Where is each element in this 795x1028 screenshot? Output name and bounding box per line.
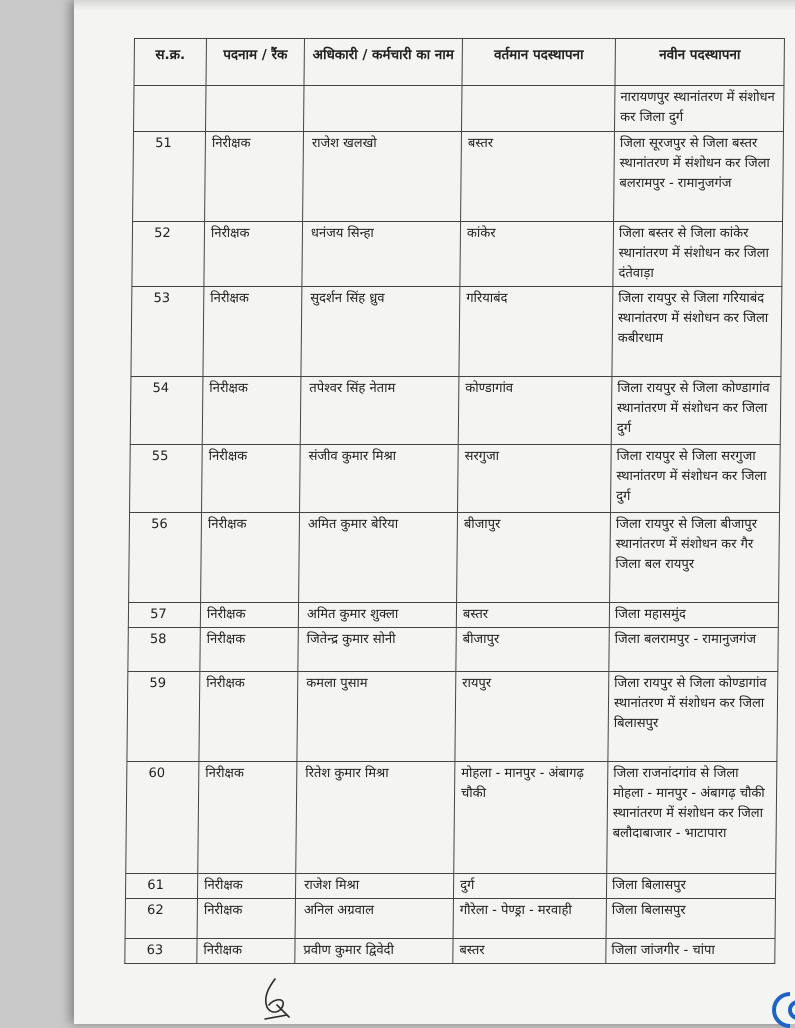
name-cell: राजेश मिश्रा — [295, 874, 453, 899]
name-cell: सुदर्शन सिंह ध्रुव — [301, 287, 460, 377]
corner-logo-icon — [772, 988, 795, 1028]
rank-cell: निरीक्षक — [197, 939, 295, 964]
rank-cell — [206, 86, 304, 132]
new-posting-cell: जिला रायपुर से जिला कोण्डागांव स्थानांतरण में संशोधन कर जिला दुर्ग — [611, 377, 781, 445]
table-row — [125, 939, 775, 964]
current-posting-cell: बस्तर — [461, 132, 615, 222]
serial-cell — [134, 86, 206, 132]
name-cell: जितेन्द्र कुमार सोनी — [298, 628, 456, 672]
rank-cell: निरीक्षक — [202, 445, 301, 513]
table-row — [125, 899, 775, 939]
new-posting-cell: जिला बलरामपुर - रामानुजगंज — [609, 628, 778, 672]
table-row — [130, 445, 781, 513]
new-posting-cell: जिला जांजगीर - चांपा — [606, 939, 775, 964]
rank-cell: निरीक्षक — [202, 377, 301, 445]
serial-cell: 59 — [127, 672, 200, 762]
name-cell: रितेश कुमार मिश्रा — [296, 762, 455, 874]
new-posting-cell: नारायणपुर स्थानांतरण में संशोधन कर जिला दुर्ग — [614, 86, 783, 132]
rank-cell: निरीक्षक — [204, 222, 303, 287]
transfer-table — [124, 38, 785, 964]
table-row — [125, 874, 775, 899]
table-row — [128, 603, 778, 628]
name-cell: प्रवीण कुमार द्विवेदी — [295, 939, 453, 964]
serial-cell: 56 — [129, 513, 202, 603]
name-cell: अमित कुमार बेरिया — [299, 513, 458, 603]
current-posting-cell: बस्तर — [456, 603, 609, 628]
rank-cell: निरीक्षक — [205, 132, 304, 222]
new-posting-cell: जिला रायपुर से जिला गरियाबंद स्थानांतरण में संशोधन कर जिला कबीरधाम — [612, 287, 782, 377]
rank-cell: निरीक्षक — [200, 603, 298, 628]
name-cell: संजीव कुमार मिश्रा — [300, 445, 459, 513]
header-name: अधिकारी / कर्मचारी का नाम — [304, 39, 462, 86]
rank-cell: निरीक्षक — [197, 899, 295, 939]
name-cell: राजेश खलखो — [303, 132, 462, 222]
serial-cell: 63 — [125, 939, 197, 964]
serial-cell: 52 — [132, 222, 205, 287]
current-posting-cell: दुर्ग — [453, 874, 606, 899]
rank-cell: निरीक्षक — [201, 513, 300, 603]
rank-cell: निरीक्षक — [197, 874, 295, 899]
table-row — [134, 86, 784, 132]
serial-cell: 58 — [128, 628, 200, 672]
current-posting-cell: कांकेर — [460, 222, 614, 287]
header-new-posting: नवीन पदस्थापना — [615, 39, 784, 86]
rank-cell: निरीक्षक — [198, 762, 297, 874]
rank-cell: निरीक्षक — [200, 628, 298, 672]
serial-cell: 61 — [125, 874, 197, 899]
new-posting-cell: जिला रायपुर से जिला सरगुजा स्थानांतरण में संशोधन कर जिला दुर्ग — [611, 445, 781, 513]
current-posting-cell: बीजापुर — [457, 513, 611, 603]
serial-cell: 54 — [130, 377, 203, 445]
current-posting-cell: मोहला - मानपुर - अंबागढ़ चौकी — [454, 762, 608, 874]
current-posting-cell: गौरेला - पेण्ड्रा - मरवाही — [453, 899, 606, 939]
header-current-posting: वर्तमान पदस्थापना — [462, 39, 615, 86]
new-posting-cell: जिला सूरजपुर से जिला बस्तर स्थानांतरण में संशोधन कर जिला बलरामपुर - रामानुजगंज — [614, 132, 784, 222]
name-cell: अनिल अग्रवाल — [295, 899, 453, 939]
scanned-page — [74, 0, 795, 1024]
new-posting-cell: जिला राजनांदगांव से जिला मोहला - मानपुर - अंबागढ़ चौकी स्थानांतरण में संशोधन कर जिला बलौदाबाजार - भाटापारा — [607, 762, 777, 874]
table-header-row — [134, 39, 784, 86]
new-posting-cell: जिला रायपुर से जिला कोण्डागांव स्थानांतरण में संशोधन कर जिला बिलासपुर — [608, 672, 778, 762]
signature-mark — [259, 975, 293, 1021]
serial-cell: 62 — [125, 899, 197, 939]
serial-cell: 53 — [131, 287, 204, 377]
header-rank: पदनाम / रैंक — [206, 39, 304, 86]
table-row — [130, 377, 781, 445]
table-row — [127, 672, 778, 762]
name-cell: कमला पुसाम — [297, 672, 456, 762]
rank-cell: निरीक्षक — [203, 287, 302, 377]
current-posting-cell: गरियाबंद — [459, 287, 613, 377]
table-row — [133, 132, 784, 222]
serial-cell: 51 — [133, 132, 206, 222]
new-posting-cell: जिला बिलासपुर — [606, 874, 775, 899]
rank-cell: निरीक्षक — [199, 672, 298, 762]
name-cell: धनंजय सिन्हा — [302, 222, 461, 287]
current-posting-cell — [462, 86, 615, 132]
table-row — [126, 762, 777, 874]
current-posting-cell: बीजापुर — [456, 628, 609, 672]
current-posting-cell: बस्तर — [453, 939, 606, 964]
new-posting-cell: जिला बस्तर से जिला कांकेर स्थानांतरण में संशोधन कर जिला दंतेवाड़ा — [613, 222, 783, 287]
name-cell: तपेश्वर सिंह नेताम — [300, 377, 459, 445]
serial-cell: 57 — [128, 603, 200, 628]
header-serial: स.क्र. — [134, 39, 206, 86]
table-row — [131, 287, 782, 377]
name-cell — [304, 86, 462, 132]
name-cell: अमित कुमार शुक्ला — [298, 603, 456, 628]
current-posting-cell: रायपुर — [455, 672, 609, 762]
new-posting-cell: जिला रायपुर से जिला बीजापुर स्थानांतरण में संशोधन कर गैर जिला बल रायपुर — [610, 513, 780, 603]
table-row — [128, 628, 778, 672]
current-posting-cell: कोण्डागांव — [458, 377, 612, 445]
current-posting-cell: सरगुजा — [458, 445, 612, 513]
table-row — [132, 222, 783, 287]
serial-cell: 55 — [130, 445, 203, 513]
table-row — [129, 513, 780, 603]
new-posting-cell: जिला बिलासपुर — [606, 899, 775, 939]
serial-cell: 60 — [126, 762, 199, 874]
new-posting-cell: जिला महासमुंद — [609, 603, 778, 628]
